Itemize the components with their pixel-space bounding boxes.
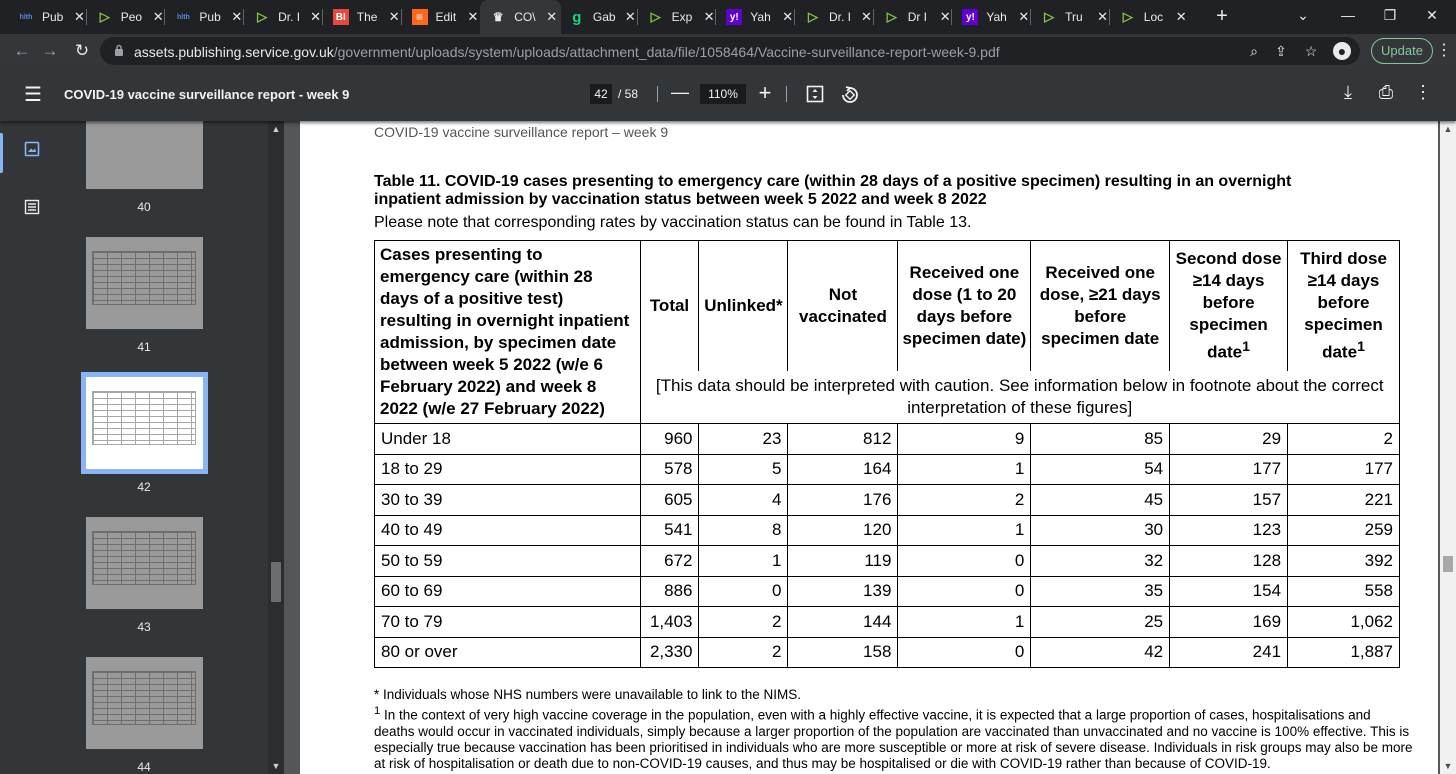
table-cell-one-dose-1-20: 1 bbox=[898, 454, 1031, 485]
table-cell-third-dose: 2 bbox=[1288, 424, 1400, 455]
lock-icon bbox=[114, 44, 124, 56]
close-tab-icon[interactable]: ✕ bbox=[1175, 9, 1187, 24]
table-cell-third-dose: 558 bbox=[1288, 576, 1400, 607]
running-header: COVID-19 vaccine surveillance report – week 9 bbox=[374, 124, 669, 140]
page-thumbnail[interactable] bbox=[86, 121, 203, 189]
column-header-text: Third dose ≥14 days before specimen date bbox=[1300, 249, 1387, 362]
tab-title: Dr I bbox=[907, 10, 928, 24]
zoom-icon[interactable]: ⌕ bbox=[1250, 43, 1258, 59]
close-tab-icon[interactable]: ✕ bbox=[467, 9, 479, 24]
table-cell-one-dose-1-20: 0 bbox=[898, 576, 1031, 607]
table-row bbox=[375, 546, 1400, 577]
table-cell-not-vaccinated: 144 bbox=[788, 607, 898, 638]
table-cell-one-dose-1-20: 9 bbox=[898, 424, 1031, 455]
column-header-one-dose-1-20: Received one dose (1 to 20 days before specimen date) bbox=[898, 241, 1031, 371]
table-row bbox=[375, 607, 1400, 638]
tab-title: Pub bbox=[42, 10, 64, 24]
table-cell-third-dose: 259 bbox=[1288, 515, 1400, 546]
column-header-third-dose bbox=[1288, 241, 1400, 371]
reload-icon[interactable]: ↻ bbox=[74, 41, 90, 60]
substack-icon: ≡ bbox=[412, 9, 428, 25]
table-cell-unlinked: 2 bbox=[699, 637, 788, 668]
table-cell-one-dose-1-20: 1 bbox=[898, 515, 1031, 546]
tab-title: Loc bbox=[1143, 10, 1164, 24]
page-thumbnail-current[interactable] bbox=[81, 372, 208, 474]
thumbnail-page-number: 42 bbox=[137, 480, 151, 494]
browser-tab[interactable] bbox=[402, 0, 483, 34]
close-tab-icon[interactable]: ✕ bbox=[546, 9, 558, 24]
fit-page-icon[interactable] bbox=[806, 85, 824, 103]
outline-view-icon[interactable] bbox=[24, 199, 40, 215]
table-cell-total: 578 bbox=[640, 454, 699, 485]
column-header-text: Second dose ≥14 days before specimen date bbox=[1175, 249, 1282, 362]
footnote-marker: 1 bbox=[374, 705, 381, 717]
rumble-icon: ▷ bbox=[650, 9, 661, 24]
browser-tab[interactable] bbox=[1110, 0, 1191, 34]
divider bbox=[657, 86, 658, 102]
age-group-cell: 70 to 79 bbox=[375, 607, 641, 638]
browser-tab[interactable] bbox=[165, 0, 246, 34]
browser-toolbar bbox=[0, 34, 1456, 68]
footnote-marker: 1 bbox=[1357, 339, 1365, 356]
table-cell-one-dose-1-20: 0 bbox=[898, 546, 1031, 577]
restore-icon[interactable]: ❐ bbox=[1383, 7, 1397, 23]
browser-tab[interactable] bbox=[323, 0, 404, 34]
tab-separator bbox=[715, 9, 716, 25]
table-cell-third-dose: 221 bbox=[1288, 485, 1400, 516]
table-cell-second-dose: 29 bbox=[1170, 424, 1288, 455]
thumbnail-page-number: 41 bbox=[137, 340, 151, 354]
rumble-icon: ▷ bbox=[808, 9, 818, 24]
tab-title: The bbox=[356, 10, 378, 24]
pdf-page bbox=[300, 121, 1438, 774]
column-header-total: Total bbox=[640, 241, 699, 371]
page-total: / 58 bbox=[618, 87, 639, 101]
scroll-up-arrow-icon[interactable]: ▲ bbox=[1443, 124, 1453, 134]
table-cell-total: 2,330 bbox=[640, 637, 699, 668]
table-cell-second-dose: 157 bbox=[1170, 485, 1288, 516]
tab-title: Yah bbox=[750, 10, 771, 24]
table-cell-unlinked: 23 bbox=[699, 424, 788, 455]
new-tab-button[interactable]: + bbox=[1216, 5, 1228, 27]
table-cell-unlinked: 4 bbox=[699, 485, 788, 516]
tab-separator bbox=[873, 9, 874, 25]
close-tab-icon[interactable]: ✕ bbox=[310, 9, 321, 24]
close-tab-icon[interactable]: ✕ bbox=[1097, 9, 1108, 24]
table-cell-unlinked: 5 bbox=[699, 454, 788, 485]
scroll-handle[interactable] bbox=[271, 562, 281, 602]
share-icon[interactable]: ⇪ bbox=[1275, 43, 1287, 59]
close-window-icon[interactable]: ✕ bbox=[1426, 7, 1438, 23]
table-cell-second-dose: 169 bbox=[1170, 607, 1288, 638]
tab-strip bbox=[0, 0, 1456, 34]
table-cell-second-dose: 241 bbox=[1170, 637, 1288, 668]
close-tab-icon[interactable]: ✕ bbox=[231, 9, 243, 24]
age-group-cell: 18 to 29 bbox=[375, 454, 641, 485]
column-header-one-dose-21: Received one dose, ≥21 days before specimen date bbox=[1031, 241, 1170, 371]
table-cell-not-vaccinated: 119 bbox=[788, 546, 898, 577]
url-host: assets.publishing.service.gov.uk bbox=[134, 44, 334, 60]
table-cell-third-dose: 1,062 bbox=[1288, 607, 1400, 638]
tab-title: Dr. I bbox=[278, 10, 301, 24]
browser-tab[interactable] bbox=[559, 0, 640, 34]
tab-title: Pub bbox=[199, 10, 221, 24]
thumbnail-panel bbox=[64, 121, 284, 774]
close-tab-icon[interactable]: ✕ bbox=[861, 9, 872, 24]
table-cell-second-dose: 154 bbox=[1170, 576, 1288, 607]
close-tab-icon[interactable]: ✕ bbox=[939, 9, 951, 24]
business-insider-icon: BI bbox=[333, 9, 349, 25]
column-header-second-dose bbox=[1170, 241, 1288, 371]
pdf-title: COVID-19 vaccine surveillance report - week 9 bbox=[64, 87, 350, 102]
table-cell-not-vaccinated: 120 bbox=[788, 515, 898, 546]
rumble-icon: ▷ bbox=[257, 9, 268, 24]
scroll-handle[interactable] bbox=[1443, 556, 1453, 572]
rumble-icon: ▷ bbox=[99, 9, 110, 24]
sidebar-menu-icon[interactable]: ☰ bbox=[24, 84, 42, 106]
tab-title: CO\ bbox=[514, 10, 536, 24]
pdf-viewer bbox=[284, 121, 1456, 774]
tab-title: Yah bbox=[986, 10, 1007, 24]
table-note: Please note that corresponding rates by vaccination status can be found in Table 13. bbox=[374, 214, 972, 231]
footnotes bbox=[374, 687, 1414, 772]
table-cell-one-dose-21: 32 bbox=[1031, 546, 1170, 577]
close-tab-icon[interactable]: ✕ bbox=[703, 9, 715, 24]
pdf-more-icon[interactable]: ⋮ bbox=[1414, 82, 1432, 102]
zoom-in-icon[interactable]: + bbox=[758, 80, 772, 105]
rumble-icon: ▷ bbox=[886, 9, 897, 24]
browser-tab[interactable] bbox=[952, 0, 1033, 34]
yahoo-icon: y! bbox=[726, 9, 742, 25]
gab-icon: g bbox=[572, 8, 582, 26]
tab-separator bbox=[86, 9, 87, 25]
table-cell-not-vaccinated: 139 bbox=[788, 576, 898, 607]
forward-icon[interactable]: → bbox=[41, 41, 59, 60]
table-row bbox=[375, 454, 1400, 485]
tab-separator bbox=[401, 9, 402, 25]
tab-separator bbox=[951, 9, 952, 25]
row-header: Cases presenting to emergency care (within 28 days of a positive test) resulting in overnight inpatient admission, by specimen date between week 5 2022 (w/e 6 February 2022) and week 8 2022 (w/e 27 February 2022) bbox=[375, 241, 641, 424]
print-icon[interactable]: ⎙ bbox=[1378, 82, 1394, 102]
divider bbox=[786, 86, 787, 102]
thumbnail-page-number: 43 bbox=[137, 620, 151, 634]
table-cell-one-dose-21: 25 bbox=[1031, 607, 1170, 638]
caution-note: [This data should be interpreted with caution. See information below in footnote about the correct interpretation of these figures] bbox=[640, 371, 1400, 424]
tab-title: Exp bbox=[671, 10, 693, 24]
table-cell-unlinked: 1 bbox=[699, 546, 788, 577]
table-caption bbox=[374, 173, 1374, 209]
table-cell-second-dose: 177 bbox=[1170, 454, 1288, 485]
browser-tab[interactable] bbox=[795, 0, 876, 34]
vaccination-status-table bbox=[374, 240, 1400, 668]
table-cell-not-vaccinated: 158 bbox=[788, 637, 898, 668]
table-row bbox=[375, 576, 1400, 607]
address-bar[interactable] bbox=[100, 37, 1360, 65]
table-cell-total: 541 bbox=[640, 515, 699, 546]
page-number-input[interactable]: 42 bbox=[590, 84, 612, 104]
tab-title: Dr. I bbox=[829, 10, 852, 24]
table-cell-not-vaccinated: 176 bbox=[788, 485, 898, 516]
table-cell-one-dose-1-20: 0 bbox=[898, 637, 1031, 668]
table-caption-line: inpatient admission by vaccination status between week 5 2022 and week 8 2022 bbox=[374, 191, 987, 208]
gov-uk-crown-icon: ♛ bbox=[492, 10, 504, 24]
page-thumbnail[interactable] bbox=[86, 237, 203, 329]
health-site-icon: hlth bbox=[19, 13, 33, 21]
age-group-cell: 30 to 39 bbox=[375, 485, 641, 516]
thumbnails-view-icon[interactable] bbox=[24, 141, 40, 157]
table-cell-one-dose-21: 35 bbox=[1031, 576, 1170, 607]
table-row bbox=[375, 485, 1400, 516]
url-text bbox=[134, 44, 1000, 60]
close-tab-icon[interactable]: ✕ bbox=[782, 9, 794, 24]
footnote-unlinked: * Individuals whose NHS numbers were unavailable to link to the NIMS. bbox=[374, 687, 801, 702]
selection-indicator bbox=[0, 133, 3, 173]
update-button[interactable]: Update bbox=[1371, 38, 1433, 64]
rotate-icon[interactable] bbox=[840, 85, 860, 105]
browser-tab-active[interactable] bbox=[480, 0, 561, 34]
sidebar-rail bbox=[0, 121, 64, 774]
table-cell-one-dose-1-20: 1 bbox=[898, 607, 1031, 638]
rumble-icon: ▷ bbox=[1044, 9, 1055, 24]
column-header-not-vaccinated: Not vaccinated bbox=[788, 241, 898, 371]
table-cell-one-dose-21: 54 bbox=[1031, 454, 1170, 485]
download-icon[interactable]: ⤓ bbox=[1344, 82, 1352, 102]
table-cell-total: 672 bbox=[640, 546, 699, 577]
table-row bbox=[375, 424, 1400, 455]
age-group-cell: 40 to 49 bbox=[375, 515, 641, 546]
tab-title: Tru bbox=[1065, 10, 1083, 24]
tab-separator bbox=[322, 9, 323, 25]
table-cell-unlinked: 0 bbox=[699, 576, 788, 607]
browser-tab[interactable] bbox=[87, 0, 168, 34]
browser-tab[interactable] bbox=[244, 0, 325, 34]
table-cell-second-dose: 128 bbox=[1170, 546, 1288, 577]
table-cell-one-dose-21: 45 bbox=[1031, 485, 1170, 516]
table-row bbox=[375, 515, 1400, 546]
browser-tab[interactable] bbox=[874, 0, 955, 34]
footnote-1 bbox=[374, 703, 1414, 772]
table-row bbox=[375, 637, 1400, 668]
close-tab-icon[interactable]: ✕ bbox=[624, 9, 636, 24]
table-cell-third-dose: 177 bbox=[1288, 454, 1400, 485]
table-cell-total: 960 bbox=[640, 424, 699, 455]
tab-separator bbox=[794, 9, 795, 25]
thumbnail-page-number: 44 bbox=[137, 760, 151, 774]
page-thumbnail[interactable] bbox=[86, 517, 203, 609]
table-cell-not-vaccinated: 164 bbox=[788, 454, 898, 485]
tab-search-icon[interactable]: ⌄ bbox=[1297, 7, 1309, 23]
health-site-icon: hlth bbox=[176, 13, 190, 21]
table-cell-one-dose-21: 30 bbox=[1031, 515, 1170, 546]
table-cell-second-dose: 123 bbox=[1170, 515, 1288, 546]
column-header-unlinked: Unlinked* bbox=[699, 241, 788, 371]
browser-tab[interactable] bbox=[638, 0, 719, 34]
table-cell-not-vaccinated: 812 bbox=[788, 424, 898, 455]
close-tab-icon[interactable]: ✕ bbox=[74, 9, 85, 24]
scroll-up-arrow-icon[interactable]: ▲ bbox=[271, 124, 281, 134]
thumbnail-scrollbar[interactable] bbox=[268, 121, 284, 774]
yahoo-icon: y! bbox=[962, 9, 978, 25]
tab-separator bbox=[1109, 9, 1110, 25]
tab-title: Peo bbox=[120, 10, 143, 24]
age-group-cell: 50 to 59 bbox=[375, 546, 641, 577]
table-body bbox=[375, 424, 1400, 668]
footnote-text: In the context of very high vaccine coverage in the population, even with a highly effective vaccine, it is expected that a large proportion of cases, hospitalisations and deaths would occur in vaccinated individuals, simply because a larger proportion of the population are vaccinated than unvaccinated and no vaccine is 100% effective. This is especially true because vaccination has been prioritised in individuals who are more susceptible or more at risk of severe disease. Individuals in risk groups may also be more at risk of hospitalisation or death due to non-COVID-19 causes, and thus may be hospitalised or die with COVID-19 rather than because of COVID-19. bbox=[374, 707, 1413, 771]
browser-tab[interactable] bbox=[716, 0, 797, 34]
age-group-cell: 60 to 69 bbox=[375, 576, 641, 607]
tab-separator bbox=[243, 9, 244, 25]
tab-title: Gab bbox=[592, 10, 616, 24]
table-cell-one-dose-21: 42 bbox=[1031, 637, 1170, 668]
table-cell-one-dose-1-20: 2 bbox=[898, 485, 1031, 516]
table-cell-total: 605 bbox=[640, 485, 699, 516]
back-icon[interactable]: ← bbox=[13, 41, 31, 60]
page-thumbnail[interactable] bbox=[86, 657, 203, 749]
close-tab-icon[interactable]: ✕ bbox=[1018, 9, 1030, 24]
profile-avatar-icon[interactable]: ● bbox=[1333, 42, 1351, 60]
thumbnail-page-number: 40 bbox=[137, 200, 151, 214]
close-tab-icon[interactable]: ✕ bbox=[388, 9, 400, 24]
tab-separator bbox=[637, 9, 638, 25]
url-path: /government/uploads/system/uploads/attachment_data/file/1058464/Vaccine-surveillance-report-week-9.pdf bbox=[333, 44, 1000, 60]
table-cell-unlinked: 2 bbox=[699, 607, 788, 638]
tab-title: Edit bbox=[435, 10, 457, 24]
browser-tab[interactable] bbox=[8, 0, 89, 34]
bookmark-star-icon[interactable]: ☆ bbox=[1304, 43, 1318, 59]
close-tab-icon[interactable]: ✕ bbox=[152, 9, 164, 24]
table-cell-one-dose-21: 85 bbox=[1031, 424, 1170, 455]
table-cell-third-dose: 392 bbox=[1288, 546, 1400, 577]
minimize-icon[interactable]: — bbox=[1341, 7, 1355, 23]
age-group-cell: Under 18 bbox=[375, 424, 641, 455]
zoom-level-input[interactable]: 110% bbox=[700, 84, 746, 104]
tab-separator bbox=[164, 9, 165, 25]
table-cell-third-dose: 1,887 bbox=[1288, 637, 1400, 668]
browser-tab[interactable] bbox=[1031, 0, 1112, 34]
table-cell-total: 1,403 bbox=[640, 607, 699, 638]
age-group-cell: 80 or over bbox=[375, 637, 641, 668]
viewer-scrollbar[interactable] bbox=[1440, 121, 1456, 774]
tab-separator bbox=[1030, 9, 1031, 25]
table-cell-unlinked: 8 bbox=[699, 515, 788, 546]
rumble-icon: ▷ bbox=[1122, 9, 1133, 24]
table-cell-total: 886 bbox=[640, 576, 699, 607]
browser-menu-icon[interactable]: ⋮ bbox=[1436, 42, 1452, 59]
scroll-down-arrow-icon[interactable]: ▼ bbox=[1443, 761, 1453, 771]
scroll-down-arrow-icon[interactable]: ▼ bbox=[271, 761, 281, 771]
footnote-marker: 1 bbox=[1242, 339, 1250, 356]
pdf-toolbar bbox=[0, 68, 1456, 121]
zoom-out-icon[interactable]: — bbox=[671, 82, 689, 102]
table-caption-line: Table 11. COVID-19 cases presenting to emergency care (within 28 days of a positive specimen) resulting in an overnight bbox=[374, 173, 1292, 190]
